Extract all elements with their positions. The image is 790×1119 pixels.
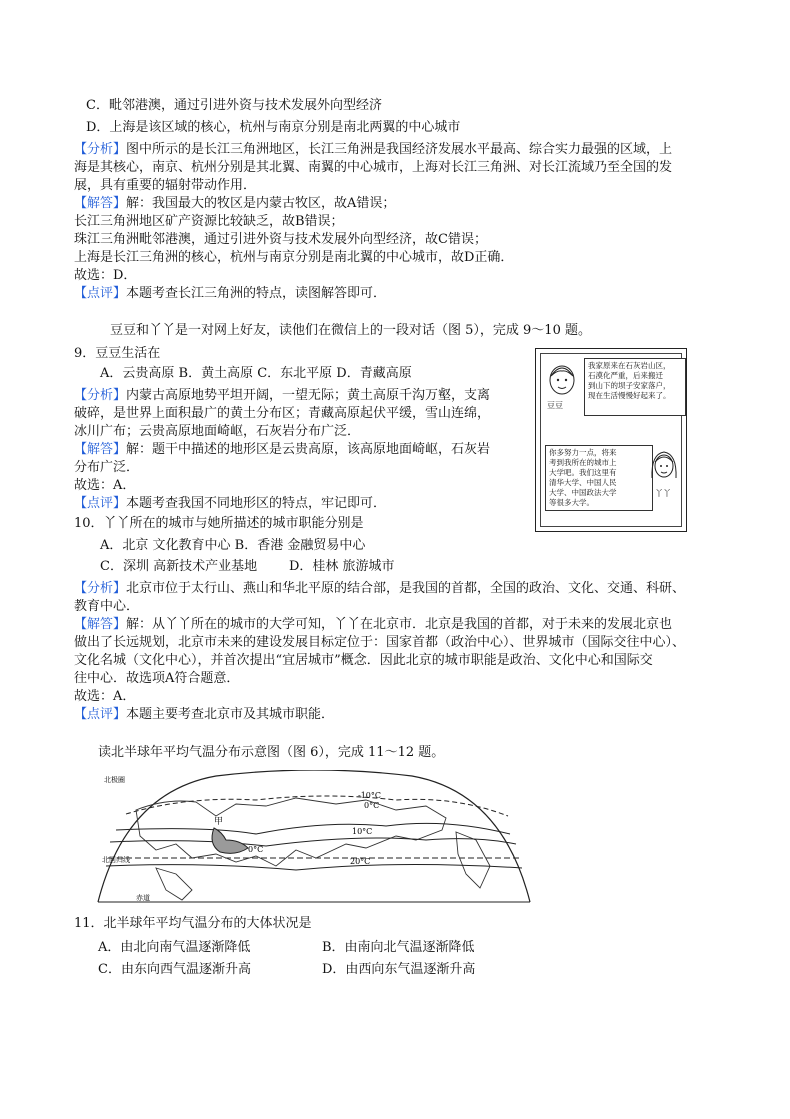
q11-option-c: C．由东向西气温逐渐升高 bbox=[98, 962, 251, 977]
q9-choose: 故选：A． bbox=[74, 478, 136, 493]
q10-analysis-line1 bbox=[74, 580, 685, 598]
yaya-face-icon bbox=[649, 448, 679, 484]
comment-tag: 【点评】 bbox=[74, 707, 127, 722]
q10-option-d: D．桂林 旅游城市 bbox=[289, 559, 395, 574]
q8-answer-line4: 上海是长江三角洲的核心，杭州与南京分别是南北翼的中心城市，故D正确． bbox=[74, 250, 514, 265]
q10-analysis-line2: 教育中心． bbox=[74, 599, 140, 614]
analysis-tag: 【分析】 bbox=[74, 581, 127, 596]
label-tropic: 北回归线 bbox=[102, 856, 130, 864]
q8-analysis-line1 bbox=[74, 141, 672, 159]
q9-options: A．云贵高原 B．黄土高原 C．东北平原 D．青藏高原 bbox=[100, 366, 412, 381]
doudou-line: 我家原来在石灰岩山区， bbox=[588, 361, 671, 370]
figure5-dialogue bbox=[535, 348, 687, 532]
q10-answer-text: 解：从丫丫所在的城市的大学可知，丫丫在北京市．北京是我国的首都，对于未来的发展北京也 bbox=[126, 617, 673, 632]
q10-stem: 10．丫丫所在的城市与她所描述的城市职能分别是 bbox=[74, 516, 364, 531]
q9-answer-line2: 分布广泛． bbox=[74, 460, 140, 475]
isotherm-neg10 bbox=[116, 823, 510, 834]
continent-outline bbox=[136, 798, 446, 866]
label-arctic-circle: 北极圈 bbox=[104, 776, 125, 784]
q10-choose: 故选：A． bbox=[74, 689, 136, 704]
label-10c: 10°C bbox=[352, 827, 373, 836]
arctic-circle-line bbox=[126, 796, 508, 816]
q8-analysis-text: 图中所示的是长江三角洲地区，长江三角洲是我国经济发展水平最高、综合实力最强的区域，上 bbox=[126, 142, 673, 157]
q10-comment bbox=[74, 706, 334, 724]
doudou-line: 石漠化严重，后来搬迁 bbox=[588, 371, 663, 380]
q8-answer-line2: 长江三角洲地区矿产资源比较缺乏，故B错误； bbox=[74, 214, 344, 229]
q9-comment bbox=[74, 495, 386, 513]
q9-analysis-text: 内蒙古高原地势平坦开阔，一望无际；黄土高原千沟万壑，支离 bbox=[126, 388, 491, 403]
answer-tag: 【解答】 bbox=[74, 196, 127, 211]
figure5-frame bbox=[540, 353, 682, 527]
comment-tag: 【点评】 bbox=[74, 286, 127, 301]
q8-comment bbox=[74, 285, 386, 303]
doudou-face-icon bbox=[547, 362, 577, 396]
comment-tag: 【点评】 bbox=[74, 496, 127, 511]
q9-stem: 9．豆豆生活在 bbox=[74, 346, 161, 361]
q11-stem: 11．北半球年平均气温分布的大体状况是 bbox=[74, 916, 312, 931]
label-jia: 甲 bbox=[214, 817, 224, 827]
q10-analysis-text: 北京市位于太行山、燕山和华北平原的结合部，是我国的首都，全国的政治、文化、交通、科研、 bbox=[126, 581, 686, 596]
q8-option-d: D．上海是该区域的核心，杭州与南京分别是南北两翼的中心城市 bbox=[86, 120, 461, 135]
q9-answer-text: 解：题干中描述的地形区是云贵高原，该高原地面崎岖，石灰岩 bbox=[126, 442, 491, 457]
isotherm-20 bbox=[106, 864, 522, 870]
q8-analysis-line3: 展，具有重要的辐射带动作用． bbox=[74, 178, 257, 193]
isotherm-10 bbox=[110, 838, 516, 846]
label-neg10c: -10°C bbox=[358, 791, 382, 800]
yaya-name: 丫丫 bbox=[655, 489, 671, 498]
q8-answer-line1 bbox=[74, 195, 395, 213]
yaya-line: 考到我所在的城市上 bbox=[549, 458, 617, 467]
figure6-temperature-map bbox=[96, 770, 532, 904]
q11-option-a: A．由北向南气温逐渐降低 bbox=[98, 940, 251, 955]
pacific-coast-outline bbox=[456, 832, 490, 888]
yaya-line: 大学吧。我们这里有 bbox=[549, 468, 617, 477]
q8-analysis-line2: 海是其核心，南京、杭州分别是其北翼、南翼的中心城市，上海对长江三角洲、对长江流域乃至全国的发 bbox=[74, 160, 673, 175]
q11-option-d: D．由西向东气温逐渐升高 bbox=[322, 962, 476, 977]
intro-11-12: 读北半球年平均气温分布示意图（图 6），完成 11～12 题。 bbox=[98, 745, 445, 760]
q8-option-c: C．毗邻港澳，通过引进外资与技术发展外向型经济 bbox=[86, 98, 382, 113]
yaya-line: 你多努力一点，将来 bbox=[549, 448, 617, 457]
analysis-tag: 【分析】 bbox=[74, 142, 127, 157]
doudou-line: 现在生活慢慢好起来了。 bbox=[588, 391, 671, 400]
analysis-tag: 【分析】 bbox=[74, 388, 127, 403]
q10-answer-line1 bbox=[74, 616, 672, 634]
yaya-line: 大学、中国政法大学 bbox=[549, 488, 617, 497]
q10-answer-line3: 文化名城（文化中心），并首次提出“宜居城市”概念．因此北京的城市职能是政治、文化中心和国际交 bbox=[74, 653, 653, 668]
q10-answer-line4: 往中心．故选项A符合题意． bbox=[74, 671, 240, 686]
q9-comment-text: 本题考查我国不同地形区的特点，牢记即可． bbox=[126, 496, 387, 511]
q9-answer-line1 bbox=[74, 441, 490, 459]
q11-option-b: B．由南向北气温逐渐降低 bbox=[322, 940, 475, 955]
answer-tag: 【解答】 bbox=[74, 617, 127, 632]
yaya-line: 清华大学、中国人民 bbox=[549, 478, 617, 487]
q8-choose: 故选：D． bbox=[74, 268, 137, 283]
q10-comment-text: 本题主要考查北京市及其城市职能． bbox=[126, 707, 335, 722]
q9-analysis-line2: 破碎，是世界上面积最广的黄土分布区；青藏高原起伏平缓，雪山连绵， bbox=[74, 406, 491, 421]
doudou-name: 豆豆 bbox=[547, 401, 563, 410]
q9-analysis-line3: 冰川广布；云贵高原地面崎岖，石灰岩分布广泛． bbox=[74, 424, 361, 439]
q10-answer-line2: 做出了长远规划，北京市未来的建设发展目标定位于：国家首都（政治中心）、世界城市（国际交往中心）、 bbox=[74, 635, 686, 650]
intro-9-10: 豆豆和丫丫是一对网上好友，读他们在微信上的一段对话（图 5），完成 9～10 题。 bbox=[110, 323, 591, 338]
q8-answer-text: 解：我国最大的牧区是内蒙古牧区，故A错误； bbox=[126, 196, 396, 211]
answer-tag: 【解答】 bbox=[74, 442, 127, 457]
label-0c-loop: 0°C bbox=[248, 845, 264, 854]
doudou-line: 到山下的坝子安家落户， bbox=[588, 381, 671, 390]
q9-analysis-line1 bbox=[74, 387, 490, 405]
q10-option-c: C．深圳 高新技术产业基地 bbox=[100, 559, 258, 574]
yaya-bubble bbox=[545, 445, 653, 511]
q8-answer-line3: 珠江三角洲毗邻港澳，通过引进外资与技术发展外向型经济，故C错误； bbox=[74, 232, 487, 247]
africa-outline bbox=[156, 868, 192, 900]
yaya-line: 等很多大学。 bbox=[549, 498, 594, 507]
q10-options-ab: A．北京 文化教育中心 B．香港 金融贸易中心 bbox=[100, 538, 366, 553]
q8-comment-text: 本题考查长江三角洲的特点，读图解答即可． bbox=[126, 286, 387, 301]
label-0c-north: 0°C bbox=[364, 801, 380, 810]
doudou-bubble bbox=[584, 358, 686, 416]
label-equator: 赤道 bbox=[136, 894, 150, 902]
label-20c: 20°C bbox=[350, 857, 371, 866]
